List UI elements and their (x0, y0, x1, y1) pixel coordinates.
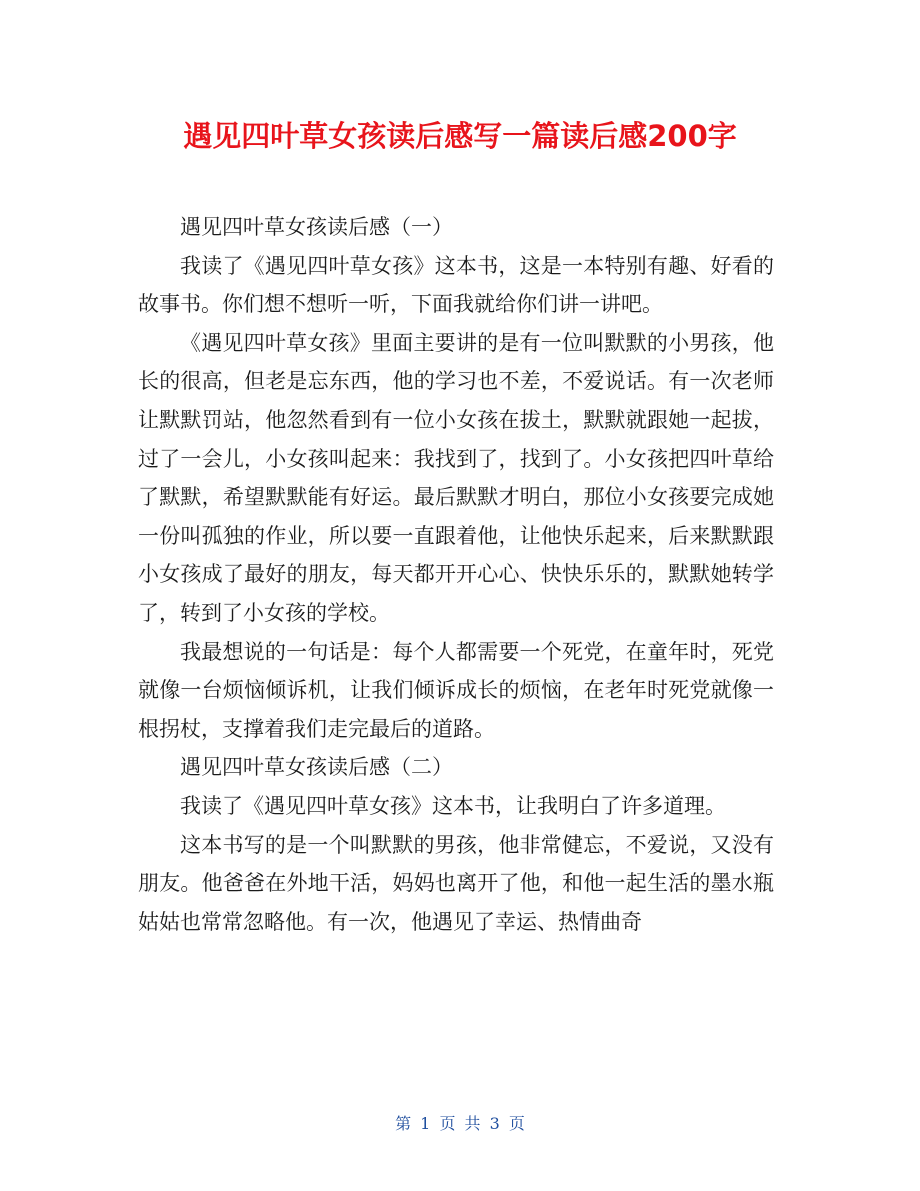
page-footer: 第 1 页 共 3 页 (395, 1114, 525, 1133)
body-paragraph: 我最想说的一句话是：每个人都需要一个死党，在童年时，死党就像一台烦恼倾诉机，让我们倾诉成长的烦恼，在老年时死党就像一根拐杖，支撑着我们走完最后的道路。 (138, 639, 774, 741)
body-paragraph: 我读了《遇见四叶草女孩》这本书，这是一本特别有趣、好看的故事书。你们想不想听一听，下面我就给你们讲一讲吧。 (138, 253, 774, 317)
body-paragraph: 这本书写的是一个叫默默的男孩，他非常健忘，不爱说，又没有朋友。他爸爸在外地干活，妈妈也离开了他，和他一起生活的墨水瓶姑姑也常常忽略他。有一次，他遇见了幸运、热情曲奇 (138, 832, 774, 934)
document-body (138, 208, 774, 941)
section-heading-2: 遇见四叶草女孩读后感（二） (180, 755, 453, 780)
section-heading-1: 遇见四叶草女孩读后感（一） (180, 215, 453, 239)
body-paragraph: 《遇见四叶草女孩》里面主要讲的是有一位叫默默的小男孩，他长的很高，但老是忘东西，他的学习也不差，不爱说话。有一次老师让默默罚站，他忽然看到有一位小女孩在拔土，默默就跟她一起拔，过了一会儿，小女孩叫起来：我找到了，找到了。小女孩把四叶草给了默默，希望默默能有好运。最后默默才明白，那位小女孩要完成她一份叫孤独的作业，所以要一直跟着他，让他快乐起来，后来默默跟小女孩成了最好的朋友，每天都开开心心、快快乐乐的，默默她转学了，转到了小女孩的学校。 (138, 330, 774, 625)
body-paragraph: 我读了《遇见四叶草女孩》这本书，让我明白了许多道理。 (180, 793, 726, 818)
document-title: 遇见四叶草女孩读后感写一篇读后感200字 (183, 119, 737, 153)
